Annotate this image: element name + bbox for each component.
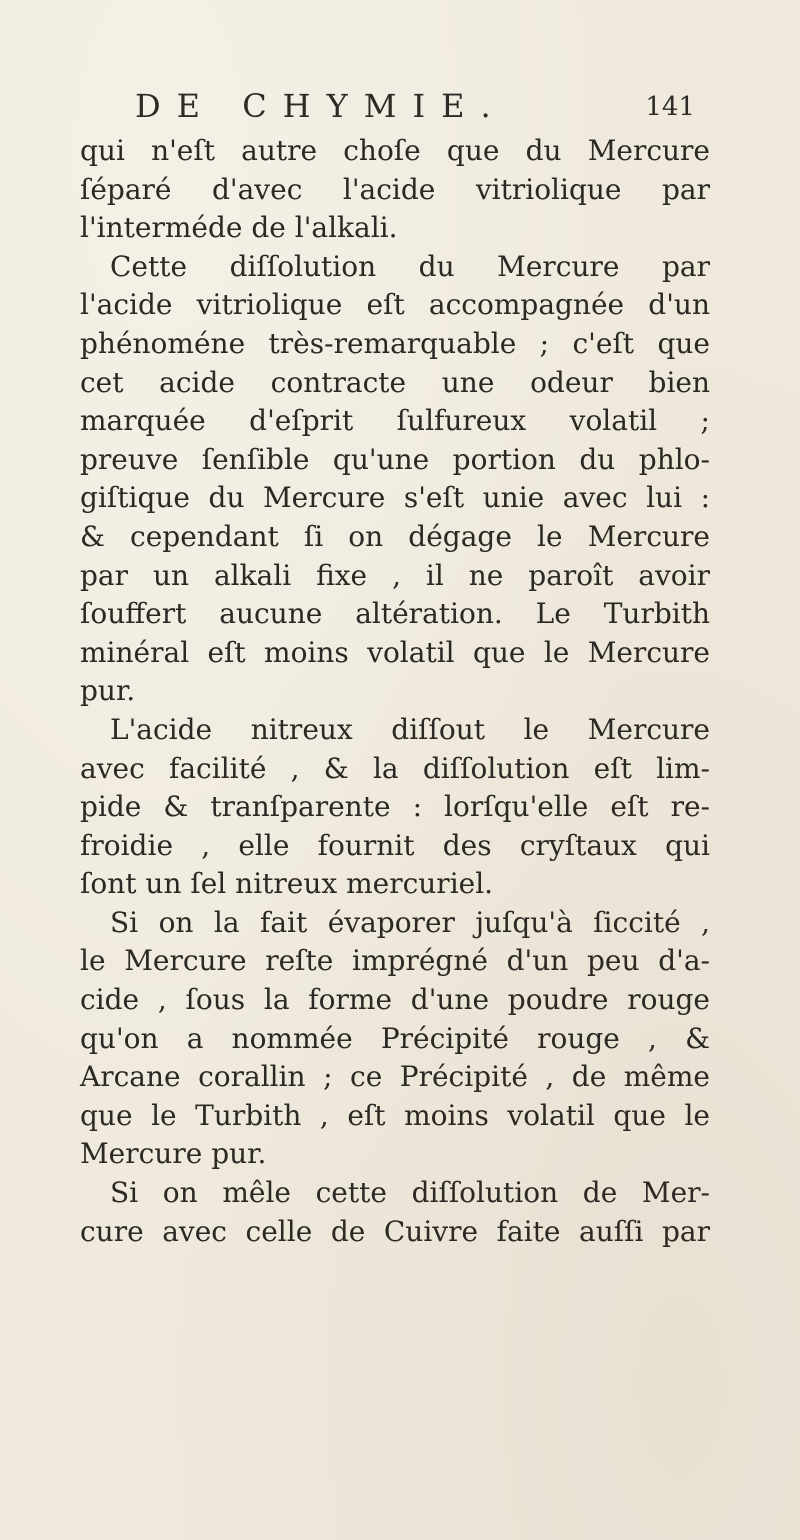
text-line: ſéparé d'avec l'acide vitriolique par — [80, 172, 710, 206]
text-line: qu'on a nommée Précipité rouge , & — [80, 1021, 710, 1055]
text-line: Si on mêle cette diſſolution de Mer- — [110, 1176, 710, 1210]
text-line: Arcane corallin ; ce Précipité , de même — [80, 1060, 710, 1094]
text-line: marquée d'eſprit ſulfureux volatil ; — [80, 404, 710, 438]
text-line: le Mercure reſte imprégné d'un peu d'a- — [80, 944, 710, 978]
page-header — [135, 86, 695, 130]
text-line: que le Turbith , eſt moins volatil que le — [80, 1098, 710, 1132]
text-line: l'interméde de l'alkali. — [80, 211, 398, 245]
text-line: cure avec celle de Cuivre faite auſſi par — [80, 1214, 710, 1248]
text-line: froidie , elle fournit des cryſtaux qui — [80, 828, 710, 862]
text-line: phénoméne très-remarquable ; c'eſt que — [80, 326, 710, 360]
text-line: Mercure pur. — [80, 1137, 267, 1171]
text-line: pur. — [80, 674, 136, 708]
text-line: preuve ſenſible qu'une portion du phlo- — [80, 442, 710, 476]
body-text — [80, 132, 710, 1251]
text-line: par un alkali fixe , il ne paroît avoir — [80, 558, 710, 592]
text-line: cide , ſous la forme d'une poudre rouge — [80, 983, 710, 1017]
text-line: cet acide contracte une odeur bien — [80, 365, 710, 399]
text-line: qui n'eſt autre choſe que du Mercure — [80, 134, 710, 167]
text-line: Cette diſſolution du Mercure par — [110, 249, 710, 283]
text-line: ſouffert aucune altération. Le Turbith — [80, 597, 710, 631]
text-line: avec facilité , & la diſſolution eſt lim- — [80, 751, 710, 785]
text-line: l'acide vitriolique eſt accompagnée d'un — [80, 288, 710, 322]
text-line: pide & tranſparente : lorſqu'elle eſt re- — [80, 790, 710, 824]
text-line: & cependant ſi on dégage le Mercure — [80, 519, 710, 553]
text-line: giſtique du Mercure s'eſt unie avec lui : — [80, 481, 710, 515]
text-line: ſont un ſel nitreux mercuriel. — [80, 867, 494, 901]
running-title: DE CHYMIE. — [135, 87, 507, 125]
text-line: L'acide nitreux diſſout le Mercure — [110, 712, 710, 746]
text-line: minéral eſt moins volatil que le Mercure — [80, 635, 710, 669]
text-line: Si on la fait évaporer juſqu'à ſiccité , — [110, 905, 710, 939]
page-number: 141 — [645, 92, 695, 122]
